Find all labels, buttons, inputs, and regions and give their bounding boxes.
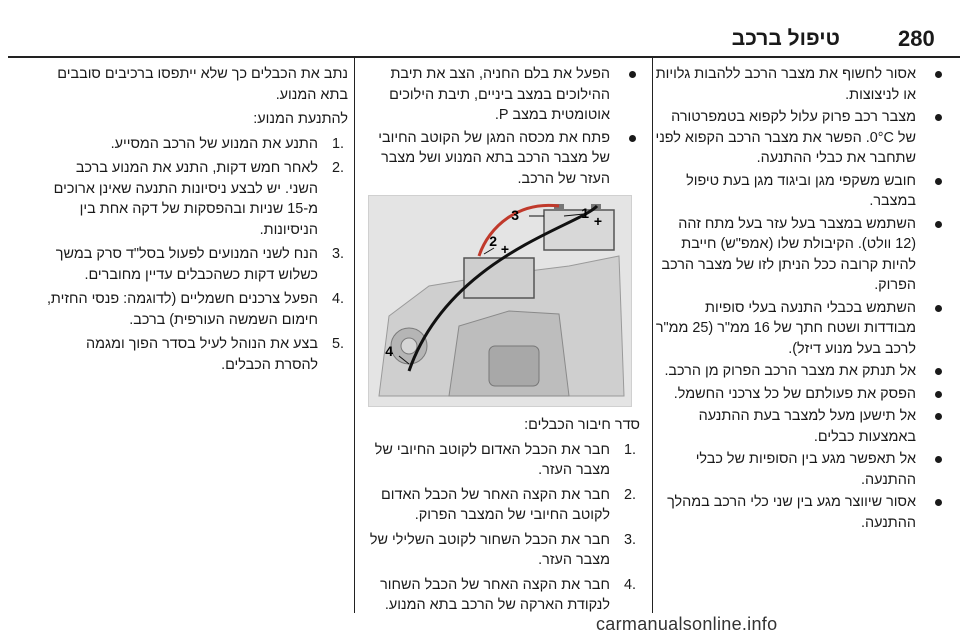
- list-item: אסור שיווצר מגע בין שני כלי הרכב במהלך ההתנעה.: [654, 492, 946, 533]
- bullet-icon: [935, 178, 942, 185]
- starting-steps: [40, 134, 348, 376]
- callout-2: 2: [489, 233, 497, 249]
- bullet-icon: [935, 368, 942, 375]
- bullet-icon: [935, 305, 942, 312]
- bullet-icon: [935, 114, 942, 121]
- bullet-icon: [935, 499, 942, 506]
- header-rule: [8, 56, 960, 58]
- list-item: אסור לחשוף את מצבר הרכב ללהבות גלויות או לניצוצות.: [654, 64, 946, 105]
- page-number: 280: [898, 26, 935, 51]
- list-item: 1. חבר את הכבל האדום לקוטב החיובי של מצבר העזר.: [374, 441, 636, 478]
- connection-order-title: סדר חיבור הכבלים:: [524, 417, 640, 433]
- bullet-icon: [629, 135, 636, 142]
- warning-list: [654, 64, 946, 533]
- engine-bay-illustration: [368, 195, 632, 407]
- column-divider-right: [652, 58, 653, 613]
- list-item: 2. חבר את הקצה האחר של הכבל האדום לקוטב החיובי של המצבר הפרוק.: [381, 486, 636, 523]
- list-item: השתמש במצבר בעל עזר בעל מתח זהה (12 וולט). הקיבולת שלו (אמפ"ש) חייבת להיות קרובה ככל הניתן לזו של מצבר הרכב הפרוק.: [654, 214, 946, 296]
- column-warnings: [654, 64, 946, 535]
- bullet-icon: [935, 391, 942, 398]
- bullet-icon: [935, 413, 942, 420]
- bullet-icon: [935, 221, 942, 228]
- list-item: הפעל את בלם החניה, הצב את תיבת ההילוכים במצב ביניים, תיבת הילוכים אוטומטית במצב P.: [362, 64, 640, 126]
- list-item: הפסק את פעולתם של כל צרכני החשמל.: [654, 384, 946, 405]
- list-item: השתמש בכבלי התנעה בעלי סופיות מבודדות ושטח חתך של 16 ממ"ר (25 ממ"ר לרכב בעל מנוע דיזל).: [654, 298, 946, 360]
- starting-title: להתנעת המנוע:: [253, 111, 348, 127]
- list-item: 4. חבר את הקצה האחר של הכבל השחור לנקודת הארקה של הרכב בתא המנוע.: [380, 576, 636, 613]
- list-item: פתח את מכסה המגן של הקוטב החיובי של מצבר הרכב בתא המנוע ושל מצבר העזר של הרכב.: [362, 128, 640, 190]
- column-connection: [362, 64, 640, 620]
- watermark: carmanualsonline.info: [596, 614, 778, 634]
- list-item: 5. בצע את הנוהל לעיל בסדר הפוך ומגמה להסרת הכבלים.: [86, 336, 344, 373]
- bullet-icon: [629, 71, 636, 78]
- page-title: טיפול ברכב: [731, 27, 840, 50]
- prep-list: [362, 64, 640, 189]
- list-item: אל תאפשר מגע בין הסופיות של כבלי ההתנעה.: [654, 449, 946, 490]
- list-item: 2. לאחר חמש דקות, התנע את המנוע ברכב השני. יש לבצע ניסיונות התנעה שאינן ארוכים מ-15 שניות ובהפסקות של דקה אחת בין הניסיונות.: [53, 160, 344, 238]
- callout-1: 1: [581, 205, 589, 221]
- plus-sign: +: [500, 241, 509, 257]
- battery-diagram: [369, 196, 631, 406]
- bullet-icon: [935, 71, 942, 78]
- list-item: מצבר רכב פרוק עלול לקפוא בטמפרטורה של 0°C. הפשר את מצבר הרכב הקפוא לפני שתחבר את כבלי ההתנעה.: [654, 107, 946, 169]
- list-item: 3. חבר את הכבל השחור לקוטב השלילי של מצבר העזר.: [369, 531, 636, 568]
- routing-note: נתב את הכבלים כך שלא ייתפסו ברכיבים סובבים בתא המנוע.: [57, 66, 348, 103]
- callout-3: 3: [511, 207, 519, 223]
- list-item: 4. הפעל צרכנים חשמליים (לדוגמה: פנסי החזית, חימום השמשה העורפית) ברכב.: [46, 291, 344, 328]
- column-starting: [40, 64, 348, 379]
- list-item: אל תישען מעל למצבר בעת ההתנעה באמצעות כבלים.: [654, 406, 946, 447]
- list-item: 1. התנע את המנוע של הרכב המסייע.: [110, 135, 344, 152]
- list-item: חובש משקפי מגן וביגוד מגן בעת טיפול במצבר.: [654, 171, 946, 212]
- page-header: [0, 26, 960, 60]
- plus-sign: +: [593, 213, 602, 229]
- callout-4: 4: [385, 343, 393, 359]
- column-divider-left: [354, 58, 355, 613]
- list-item: 3. הנח לשני המנועים לפעול בסל"ד סרק במשך כשלוש דקות כשהכבלים עדיין מחוברים.: [55, 246, 344, 283]
- bullet-icon: [935, 456, 942, 463]
- connection-steps: [362, 440, 640, 616]
- list-item: אל תנתק את מצבר הרכב הפרוק מן הרכב.: [654, 361, 946, 382]
